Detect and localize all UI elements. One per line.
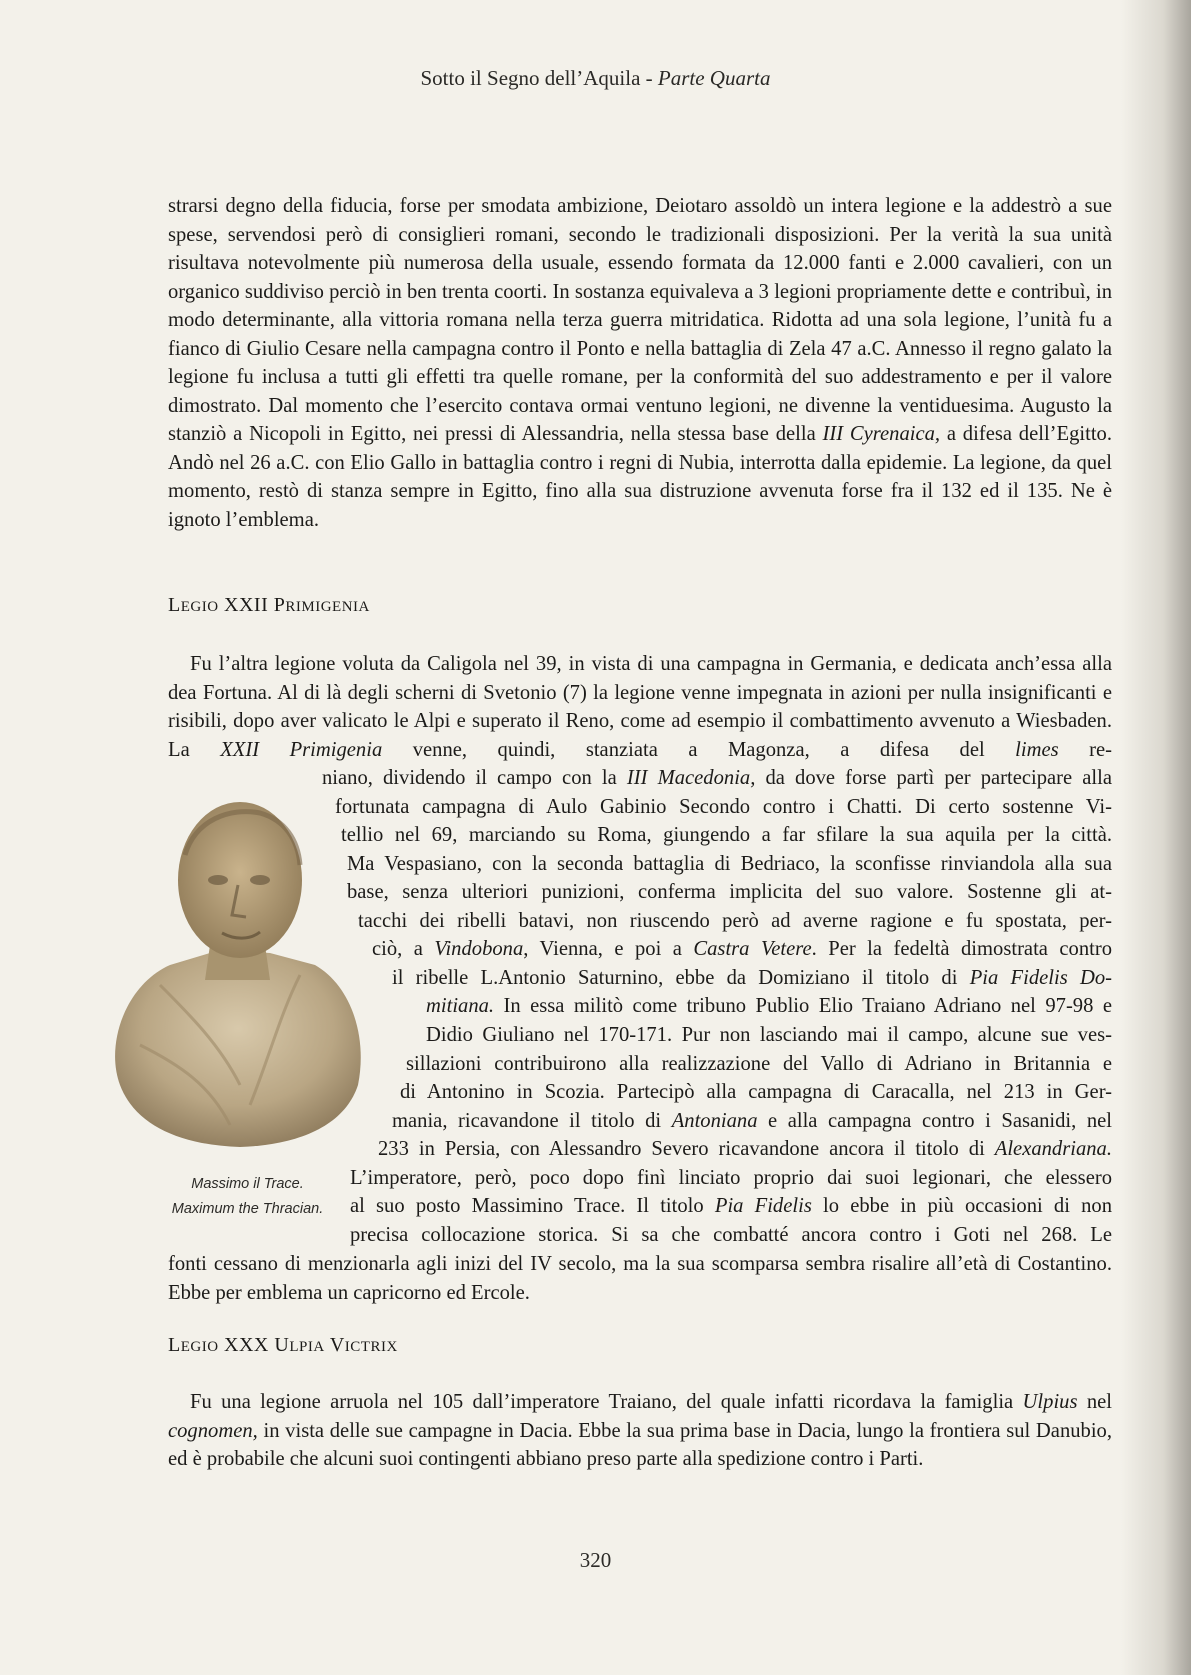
h1-b: XXII xyxy=(218,594,274,616)
bust-of-maximinus-thrax xyxy=(100,785,370,1150)
header-title: Sotto il Segno dell’Aquila xyxy=(420,66,641,90)
h2-d2: ICTRIX xyxy=(344,1339,398,1355)
h2-c2: LPIA xyxy=(289,1339,325,1355)
wrapped-line-text: L’imperatore, però, poco dopo finì linciato proprio dai suoi legionari, che elessero xyxy=(350,1166,1112,1189)
p2-italic-1: XXII Primigenia xyxy=(220,738,383,761)
wrapped-line xyxy=(322,764,1112,793)
p1-text: strarsi degno della fiducia, forse per smodata ambizione, Deiotaro assoldò un intera legione e la addestrò a sue spese, servendosi però di consiglieri romani, secondo le tradizionali disposizioni. Per la verità la sua unità risultava notevolmente più numerosa della usuale, essendo formata da 12.000 fanti e 2.000 cavalieri, con un organico suddiviso perciò in ben trenta coorti. In sostanza equivaleva a 3 legioni propriamente dette e contribuì, in modo determinante, alla vittoria romana nella terza guerra mitridatica. Ridotta ad una sola legione, l’unità fu a fianco di Giulio Cesare nella campagna contro il Ponto e nella battaglia di Zela 47 a.C. Annesso il regno galato la legione fu inclusa a tutti gli effetti tra quelle romane, per la conformità del suo addestramento e per il valore dimostrato. Dal momento che l’esercito contava ormai ventuno legioni, ne divenne la ventiduesima. Augusto la stanziò a Nicopoli in Egitto, nei pressi di Alessandria, nella stessa base della xyxy=(168,195,1112,446)
wrapped-line-text: base, senza ulteriori punizioni, conferma implicita del suo valore. Sostenne gli at- xyxy=(347,881,1112,904)
p1-italic: III Cyrenaica, xyxy=(822,423,941,446)
wrapped-line-text: e alla campagna contro i Sasanidi, nel xyxy=(757,1109,1112,1132)
wrapped-line-text: al suo posto Massimino Trace. Il titolo xyxy=(350,1195,715,1218)
wrapped-line-text: , Vienna, e poi a xyxy=(523,938,694,961)
wrapped-line xyxy=(347,850,1112,879)
h1-a1: L xyxy=(168,594,181,616)
h2-d1: V xyxy=(324,1334,345,1356)
h2-b: XXX xyxy=(218,1334,275,1356)
wrapped-line-text: Didio Giuliano nel 170-171. Pur non lasciando mai il campo, alcune sue ves- xyxy=(426,1023,1112,1046)
wrapped-line-text: niano, dividendo il campo con la xyxy=(322,767,627,789)
wrapped-line xyxy=(392,964,1112,993)
wrapped-line-text: tellio nel 69, marciando su Roma, giungendo a far sfilare la sua aquila per la città. xyxy=(341,824,1112,847)
wrapped-line-text: fortunata campagna di Aulo Gabinio Secondo contro i Chatti. Di certo sostenne Vi- xyxy=(335,795,1112,818)
wrapped-line-text: precisa collocazione storica. Si sa che combatté ancora contro i Goti nel 268. Le xyxy=(350,1223,1112,1246)
h2-a1: L xyxy=(168,1334,181,1356)
wrapped-line-text: da dove forse partì per partecipare alla xyxy=(755,767,1113,789)
h1-c1: P xyxy=(273,594,286,616)
wrapped-line-italic: Pia Fidelis Do- xyxy=(969,966,1112,989)
paragraph-legio-xxx-ulpia-victrix xyxy=(168,1388,1112,1474)
p3-text: Fu una legione arruola nel 105 dall’imperatore Traiano, del quale infatti ricordava la famiglia xyxy=(190,1391,1023,1413)
wrapped-line-italic: Pia Fidelis xyxy=(714,1195,812,1218)
wrapped-line-text: . Per la fedeltà dimostrata contro xyxy=(811,938,1113,961)
wrapped-line-text: mania, ricavandone il titolo di xyxy=(392,1109,672,1132)
figure-caption xyxy=(150,1172,345,1222)
p3-end: in vista delle sue campagne in Dacia. Ebbe la sua prima base in Dacia, lungo la frontiera sul Danubio, ed è probabile che alcuni suoi contingenti abbiano preso parte alla spedizione contro i Parti. xyxy=(168,1419,1112,1471)
wrapped-line xyxy=(341,821,1112,850)
wrapped-line xyxy=(350,1221,1112,1250)
p3-mid: nel xyxy=(1077,1391,1112,1413)
caption-italian: Massimo il Trace. xyxy=(191,1176,304,1192)
wrapped-line-italic: III Macedonia, xyxy=(626,767,756,789)
p2-italic-2: limes xyxy=(1015,738,1059,761)
paragraph-legio-xxii-deiotariana xyxy=(168,192,1112,535)
header-part: Parte Quarta xyxy=(657,66,771,90)
wrapped-line-text: Ma Vespasiano, con la seconda battaglia di Bedriaco, la sconfisse rinviandola alla sua xyxy=(347,852,1112,875)
wrapped-line-text: In essa militò come tribuno Publio Elio Traiano Adriano nel 97-98 e xyxy=(494,995,1112,1018)
wrapped-line xyxy=(426,1021,1112,1050)
wrapped-line-italic: Antoniana xyxy=(671,1109,758,1132)
wrapped-line xyxy=(335,793,1112,822)
caption-english: Maximum the Thracian. xyxy=(171,1201,324,1217)
p1-end: a difesa dell’Egitto. Andò nel 26 a.C. con Elio Gallo in battaglia contro i regni di Nubia, interrotta dalla epidemie. La legione, da quel momento, restò di stanza sempre in Egitto, fino alla sua distruzione avvenuta forse fra il 132 ed il 135. Ne è ignoto l’emblema. xyxy=(168,423,1113,532)
paragraph-legio-xxii-primigenia-intro xyxy=(168,650,1112,764)
p2-top: Fu l’altra legione voluta da Caligola nel 39, in vista di una campagna in Germania, e dedicata anch’essa alla dea Fortuna. Al di là degli scherni di Svetonio (7) la legione venne impegnata in azioni per nulla insignificanti e risibili, dopo aver valicato le Alpi e superato il Reno, come ad esempio il combattimento avvenuto a Wiesbaden. La xyxy=(168,653,1112,761)
h2-c1: U xyxy=(274,1334,290,1356)
wrapped-line-text: ciò, a xyxy=(372,938,435,961)
heading-legio-xxx-ulpia-victrix xyxy=(168,1334,398,1357)
p2-mid2: re- xyxy=(1058,738,1113,761)
wrapped-line-italic: mitiana. xyxy=(426,995,495,1018)
wrapped-line-text: sillazioni contribuirono alla realizzazione del Vallo di Adriano in Britannia e xyxy=(406,1052,1112,1075)
wrapped-line xyxy=(350,1192,1112,1221)
h2-a2: EGIO xyxy=(180,1339,219,1355)
h1-c2: RIMIGENIA xyxy=(285,599,370,615)
wrapped-line-italic: Alexandriana. xyxy=(994,1138,1112,1161)
wrapped-line-text: tacchi dei ribelli batavi, non riuscendo però ad averne ragione e fu spostata, per- xyxy=(358,909,1112,932)
running-header xyxy=(0,66,1191,91)
wrapped-line xyxy=(400,1078,1112,1107)
wrapped-line xyxy=(392,1107,1112,1136)
p3-italic-1: Ulpius xyxy=(1022,1391,1078,1413)
h1-a2: EGIO xyxy=(180,599,219,615)
heading-legio-xxii-primigenia xyxy=(168,594,370,617)
wrapped-line xyxy=(372,935,1112,964)
page-number: 320 xyxy=(579,1548,612,1572)
wrapped-line xyxy=(426,992,1112,1021)
wrapped-line xyxy=(347,878,1112,907)
p3-italic-2: cognomen, xyxy=(168,1419,258,1442)
wrapped-line xyxy=(406,1050,1112,1079)
wrapped-line xyxy=(378,1135,1112,1164)
page-edge-shadow xyxy=(1121,0,1191,1675)
paragraph-legio-xxii-primigenia-end xyxy=(168,1250,1112,1307)
wrapped-line-text: 233 in Persia, con Alessandro Severo ricavandone ancora il titolo di xyxy=(378,1138,995,1161)
p2-end: fonti cessano di menzionarla agli inizi del IV secolo, ma la sua scomparsa sembra risalire all’età di Costantino. Ebbe per emblema un capricorno ed Ercole. xyxy=(168,1253,1112,1304)
wrapped-line-italic: Castra Vetere xyxy=(693,938,812,961)
wrapped-line xyxy=(350,1164,1112,1193)
wrapped-line-italic: Vindobona xyxy=(434,938,524,961)
wrapped-line-text: lo ebbe in più occasioni di non xyxy=(811,1195,1112,1218)
wrapped-line-text: di Antonino in Scozia. Partecipò alla campagna di Caracalla, nel 213 in Ger- xyxy=(400,1081,1112,1104)
wrapped-line-text: il ribelle L.Antonio Saturnino, ebbe da Domiziano il titolo di xyxy=(392,966,970,989)
p2-mid: venne, quindi, stanziata a Magonza, a difesa del xyxy=(382,738,1016,761)
wrapped-line xyxy=(358,907,1112,936)
header-separator: - xyxy=(640,66,658,90)
